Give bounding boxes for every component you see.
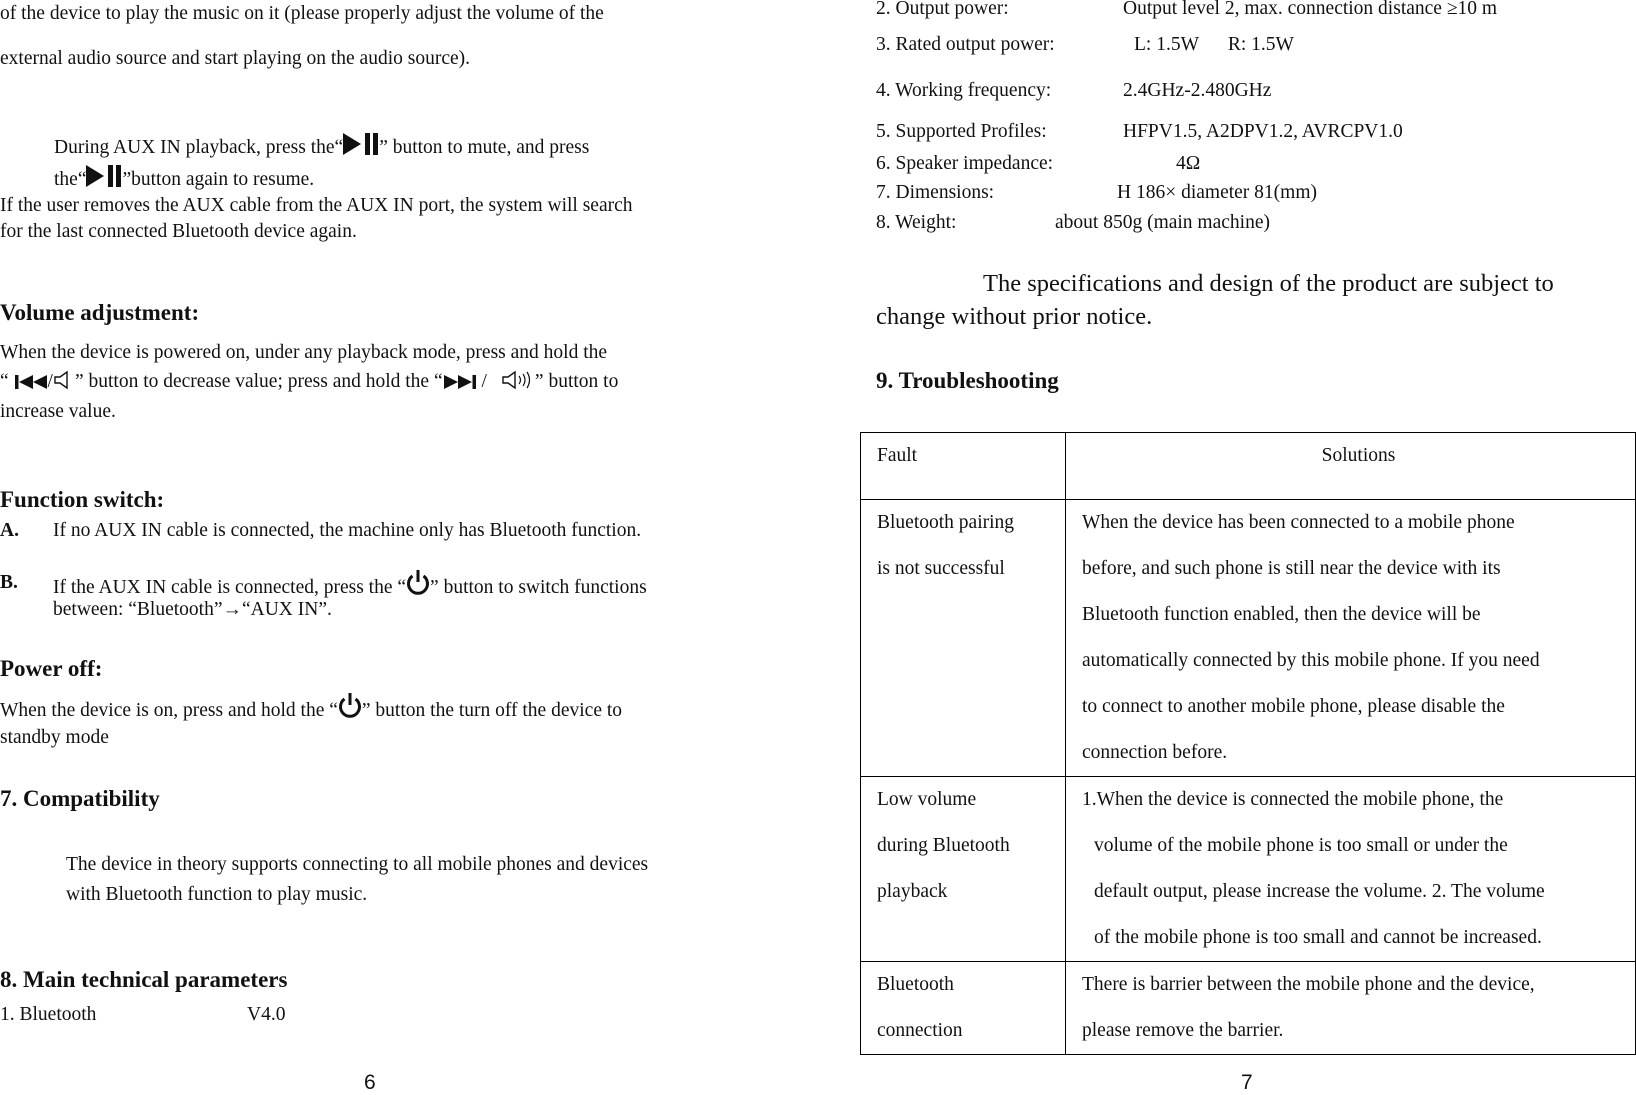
volume-line-3: increase value. xyxy=(0,401,116,422)
volume-line-2-c: ” button to decrease value; press and hold the “ xyxy=(74,371,443,392)
aux-line-1-post: ” button to mute, and press xyxy=(379,137,590,158)
aux-line-4: for the last connected Bluetooth device again. xyxy=(0,221,357,242)
volume-line-1: When the device is powered on, under any playback mode, press and hold the xyxy=(0,342,608,363)
aux-line-3: If the user removes the AUX cable from the AUX IN port, the system will search xyxy=(0,195,633,216)
spec-label-4: 4. Working frequency: xyxy=(876,80,1052,101)
solution-line: automatically connected by this mobile phone. If you need xyxy=(1082,650,1540,671)
spec-label-7: 7. Dimensions: xyxy=(876,182,995,203)
spec-label-3: 3. Rated output power: xyxy=(876,34,1055,55)
function-b-text-post: ” button to switch functions xyxy=(430,577,647,598)
troubleshooting-heading: 9. Troubleshooting xyxy=(876,368,1059,393)
fault-cell xyxy=(861,962,1066,1055)
notice-line-2: change without prior notice. xyxy=(876,303,1153,330)
compat-line-2: with Bluetooth function to play music. xyxy=(66,884,368,905)
table-row xyxy=(861,500,1636,777)
solution-line: to connect to another mobile phone, please disable the xyxy=(1082,696,1505,717)
function-a-text: If no AUX IN cable is connected, the machine only has Bluetooth function. xyxy=(53,520,642,541)
spec-value-5: HFPV1.5, A2DPV1.2, AVRCPV1.0 xyxy=(1123,121,1403,142)
function-heading: Function switch: xyxy=(0,487,165,512)
fault-header-label: Fault xyxy=(877,445,918,466)
solution-line: volume of the mobile phone is too small or under the xyxy=(1094,835,1508,856)
notice-line-1: The specifications and design of the product are subject to xyxy=(983,270,1554,297)
solution-cell xyxy=(1066,500,1636,777)
params-item-1-label: 1. Bluetooth xyxy=(0,1004,97,1025)
aux-line-2 xyxy=(54,164,314,196)
fault-line: connection xyxy=(877,1020,963,1041)
power-line-1-post: ” button the turn off the device to xyxy=(361,700,623,721)
volume-heading: Volume adjustment: xyxy=(0,300,200,325)
solution-line: of the mobile phone is too small and cannot be increased. xyxy=(1094,927,1542,948)
page-number-left: 6 xyxy=(364,1071,376,1094)
volume-line-2-a: “ xyxy=(0,371,9,392)
fault-cell xyxy=(861,777,1066,962)
fault-column-header xyxy=(861,433,1066,500)
spec-label-2: 2. Output power: xyxy=(876,0,1009,19)
solution-cell xyxy=(1066,777,1636,962)
solution-line: 1.When the device is connected the mobile phone, the xyxy=(1082,789,1504,810)
volume-up-icon xyxy=(501,370,535,398)
solution-cell xyxy=(1066,962,1636,1055)
function-b-label: B. xyxy=(0,572,18,593)
fault-line: playback xyxy=(877,881,948,902)
table-row xyxy=(861,777,1636,962)
spec-label-5: 5. Supported Profiles: xyxy=(876,121,1047,142)
fault-line: Low volume xyxy=(877,789,977,810)
play-pause-icon xyxy=(86,164,122,196)
volume-down-icon xyxy=(53,370,75,398)
aux-line-2-post: ”button again to resume. xyxy=(122,169,315,190)
function-a-label: A. xyxy=(0,520,19,541)
power-line-1-pre: When the device is on, press and hold the “ xyxy=(0,700,338,721)
compat-heading: 7. Compatibility xyxy=(0,786,160,811)
function-b-text-2: between: “Bluetooth”→“AUX IN”. xyxy=(53,599,332,620)
spec-value-8: about 850g (main machine) xyxy=(1055,212,1270,233)
power-icon xyxy=(338,693,362,727)
solution-line: When the device has been connected to a mobile phone xyxy=(1082,512,1515,533)
fault-line: during Bluetooth xyxy=(877,835,1010,856)
intro-line-1: of the device to play the music on it (please properly adjust the volume of the xyxy=(0,3,604,24)
compat-line-1: The device in theory supports connecting to all mobile phones and devices xyxy=(66,854,649,875)
fault-line: Bluetooth pairing xyxy=(877,512,1015,533)
volume-line-2-e: ” button to xyxy=(534,371,619,392)
params-heading: 8. Main technical parameters xyxy=(0,967,288,992)
volume-line-2-b: / xyxy=(47,371,53,392)
power-line-2: standby mode xyxy=(0,727,109,748)
spec-value-4: 2.4GHz-2.480GHz xyxy=(1123,80,1272,101)
intro-line-2: external audio source and start playing on the audio source). xyxy=(0,48,471,69)
fault-line: is not successful xyxy=(877,558,1005,579)
table-row xyxy=(861,962,1636,1055)
spec-value-7: H 186× diameter 81(mm) xyxy=(1117,182,1317,203)
troubleshooting-table xyxy=(860,432,1636,1055)
power-heading: Power off: xyxy=(0,656,103,681)
table-header-row xyxy=(861,433,1636,500)
aux-line-2-pre: the“ xyxy=(54,169,87,190)
solution-line: before, and such phone is still near the device with its xyxy=(1082,558,1501,579)
spec-value-3: L: 1.5W R: 1.5W xyxy=(1134,34,1294,55)
solution-line: default output, please increase the volume. 2. The volume xyxy=(1094,881,1545,902)
play-pause-icon xyxy=(343,132,379,164)
solution-line: please remove the barrier. xyxy=(1082,1020,1284,1041)
spec-label-8: 8. Weight: xyxy=(876,212,957,233)
power-line-1 xyxy=(0,693,622,727)
aux-line-1 xyxy=(54,132,589,164)
spec-label-6: 6. Speaker impedance: xyxy=(876,153,1054,174)
solutions-column-header xyxy=(1066,433,1636,500)
volume-line-2 xyxy=(0,369,618,398)
params-item-1-value: V4.0 xyxy=(247,1004,286,1025)
aux-line-1-pre: During AUX IN playback, press the“ xyxy=(54,137,344,158)
page-number-right: 7 xyxy=(1241,1071,1253,1094)
next-track-icon xyxy=(443,372,477,398)
spec-value-2: Output level 2, max. connection distance ≥10 m xyxy=(1123,0,1498,19)
solution-line: There is barrier between the mobile phone and the device, xyxy=(1082,974,1535,995)
volume-line-2-d: / xyxy=(476,371,487,392)
fault-cell xyxy=(861,500,1066,777)
power-icon xyxy=(406,570,430,604)
solution-line: Bluetooth function enabled, then the device will be xyxy=(1082,604,1481,625)
function-b-text-pre: If the AUX IN cable is connected, press the “ xyxy=(53,577,407,598)
solution-line: connection before. xyxy=(1082,742,1228,763)
previous-track-icon xyxy=(14,372,48,398)
spec-value-6: 4Ω xyxy=(1176,153,1201,174)
solutions-header-label: Solutions xyxy=(1321,445,1396,466)
fault-line: Bluetooth xyxy=(877,974,954,995)
